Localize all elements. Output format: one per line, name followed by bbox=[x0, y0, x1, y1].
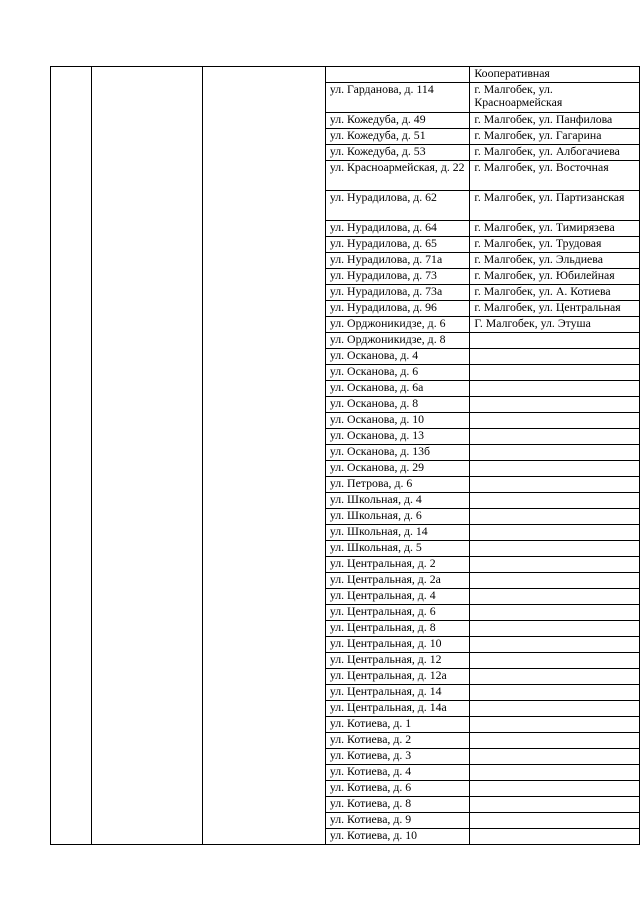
city-street-cell bbox=[470, 381, 640, 397]
city-street-cell: г. Малгобек, ул. Тимирязева bbox=[470, 221, 640, 237]
street-address-cell: ул. Нурадилова, д. 71а bbox=[325, 253, 470, 269]
street-address-cell: ул. Центральная, д. 14 bbox=[325, 685, 470, 701]
city-street-cell bbox=[470, 461, 640, 477]
city-street-cell bbox=[470, 685, 640, 701]
city-street-cell bbox=[470, 589, 640, 605]
city-street-cell bbox=[470, 701, 640, 717]
street-address-cell: ул. Орджоникидзе, д. 6 bbox=[325, 317, 470, 333]
street-address-cell: ул. Кожедуба, д. 51 bbox=[325, 129, 470, 145]
city-street-cell: г. Малгобек, ул. Юбилейная bbox=[470, 269, 640, 285]
city-street-cell bbox=[470, 813, 640, 829]
street-address-cell: ул. Центральная, д. 10 bbox=[325, 637, 470, 653]
street-address-cell: ул. Школьная, д. 6 bbox=[325, 509, 470, 525]
street-address-cell: ул. Осканова, д. 29 bbox=[325, 461, 470, 477]
street-address-cell: ул. Красноармейская, д. 22 bbox=[325, 161, 470, 191]
address-table-body bbox=[51, 67, 640, 845]
street-address-cell: ул. Центральная, д. 2а bbox=[325, 573, 470, 589]
city-street-cell bbox=[470, 445, 640, 461]
city-street-cell bbox=[470, 765, 640, 781]
city-street-cell bbox=[470, 717, 640, 733]
city-street-cell: г. Малгобек, ул. Панфилова bbox=[470, 113, 640, 129]
street-address-cell: ул. Осканова, д. 13 bbox=[325, 429, 470, 445]
city-street-cell: г. Малгобек, ул. Центральная bbox=[470, 301, 640, 317]
city-street-cell bbox=[470, 797, 640, 813]
city-street-cell: г. Малгобек, ул. Красноармейская bbox=[470, 83, 640, 113]
city-street-cell bbox=[470, 493, 640, 509]
street-address-cell: ул. Котиева, д. 2 bbox=[325, 733, 470, 749]
column-3-cell bbox=[202, 67, 325, 845]
street-address-cell: ул. Петрова, д. 6 bbox=[325, 477, 470, 493]
street-address-cell: ул. Центральная, д. 6 bbox=[325, 605, 470, 621]
city-street-cell bbox=[470, 429, 640, 445]
street-address-cell bbox=[325, 67, 470, 83]
table-row bbox=[51, 67, 640, 83]
street-address-cell: ул. Котиева, д. 9 bbox=[325, 813, 470, 829]
street-address-cell: ул. Центральная, д. 2 bbox=[325, 557, 470, 573]
street-address-cell: ул. Школьная, д. 4 bbox=[325, 493, 470, 509]
street-address-cell: ул. Кожедуба, д. 53 bbox=[325, 145, 470, 161]
street-address-cell: ул. Осканова, д. 6а bbox=[325, 381, 470, 397]
street-address-cell: ул. Осканова, д. 4 bbox=[325, 349, 470, 365]
city-street-cell: г. Малгобек, ул. Эльдиева bbox=[470, 253, 640, 269]
street-address-cell: ул. Осканова, д. 8 bbox=[325, 397, 470, 413]
city-street-cell bbox=[470, 557, 640, 573]
street-address-cell: ул. Нурадилова, д. 62 bbox=[325, 191, 470, 221]
city-street-cell bbox=[470, 653, 640, 669]
street-address-cell: ул. Центральная, д. 8 bbox=[325, 621, 470, 637]
city-street-cell: Кооперативная bbox=[470, 67, 640, 83]
street-address-cell: ул. Гарданова, д. 114 bbox=[325, 83, 470, 113]
city-street-cell bbox=[470, 829, 640, 845]
street-address-cell: ул. Школьная, д. 5 bbox=[325, 541, 470, 557]
city-street-cell: г. Малгобек, ул. Восточная bbox=[470, 161, 640, 191]
city-street-cell bbox=[470, 669, 640, 685]
street-address-cell: ул. Центральная, д. 12 bbox=[325, 653, 470, 669]
city-street-cell bbox=[470, 621, 640, 637]
city-street-cell bbox=[470, 781, 640, 797]
city-street-cell bbox=[470, 333, 640, 349]
city-street-cell: Г. Малгобек, ул. Этуша bbox=[470, 317, 640, 333]
street-address-cell: ул. Нурадилова, д. 73а bbox=[325, 285, 470, 301]
street-address-cell: ул. Кожедуба, д. 49 bbox=[325, 113, 470, 129]
city-street-cell bbox=[470, 413, 640, 429]
city-street-cell bbox=[470, 509, 640, 525]
street-address-cell: ул. Нурадилова, д. 73 bbox=[325, 269, 470, 285]
city-street-cell: г. Малгобек, ул. А. Котиева bbox=[470, 285, 640, 301]
city-street-cell: г. Малгобек, ул. Партизанская bbox=[470, 191, 640, 221]
city-street-cell bbox=[470, 365, 640, 381]
city-street-cell bbox=[470, 637, 640, 653]
street-address-cell: ул. Котиева, д. 10 bbox=[325, 829, 470, 845]
city-street-cell bbox=[470, 605, 640, 621]
street-address-cell: ул. Осканова, д. 6 bbox=[325, 365, 470, 381]
street-address-cell: ул. Котиева, д. 8 bbox=[325, 797, 470, 813]
column-1-cell bbox=[51, 67, 92, 845]
address-table bbox=[50, 66, 640, 845]
street-address-cell: ул. Школьная, д. 14 bbox=[325, 525, 470, 541]
city-street-cell: г. Малгобек, ул. Трудовая bbox=[470, 237, 640, 253]
street-address-cell: ул. Орджоникидзе, д. 8 bbox=[325, 333, 470, 349]
street-address-cell: ул. Котиева, д. 6 bbox=[325, 781, 470, 797]
street-address-cell: ул. Осканова, д. 13б bbox=[325, 445, 470, 461]
city-street-cell bbox=[470, 541, 640, 557]
city-street-cell: г. Малгобек, ул. Гагарина bbox=[470, 129, 640, 145]
city-street-cell bbox=[470, 573, 640, 589]
street-address-cell: ул. Котиева, д. 4 bbox=[325, 765, 470, 781]
street-address-cell: ул. Нурадилова, д. 96 bbox=[325, 301, 470, 317]
city-street-cell bbox=[470, 749, 640, 765]
city-street-cell: г. Малгобек, ул. Албогачиева bbox=[470, 145, 640, 161]
column-2-cell bbox=[92, 67, 202, 845]
street-address-cell: ул. Центральная, д. 14а bbox=[325, 701, 470, 717]
city-street-cell bbox=[470, 397, 640, 413]
city-street-cell bbox=[470, 477, 640, 493]
street-address-cell: ул. Котиева, д. 1 bbox=[325, 717, 470, 733]
street-address-cell: ул. Центральная, д. 12а bbox=[325, 669, 470, 685]
city-street-cell bbox=[470, 349, 640, 365]
city-street-cell bbox=[470, 733, 640, 749]
street-address-cell: ул. Осканова, д. 10 bbox=[325, 413, 470, 429]
street-address-cell: ул. Нурадилова, д. 65 bbox=[325, 237, 470, 253]
street-address-cell: ул. Нурадилова, д. 64 bbox=[325, 221, 470, 237]
city-street-cell bbox=[470, 525, 640, 541]
street-address-cell: ул. Котиева, д. 3 bbox=[325, 749, 470, 765]
street-address-cell: ул. Центральная, д. 4 bbox=[325, 589, 470, 605]
